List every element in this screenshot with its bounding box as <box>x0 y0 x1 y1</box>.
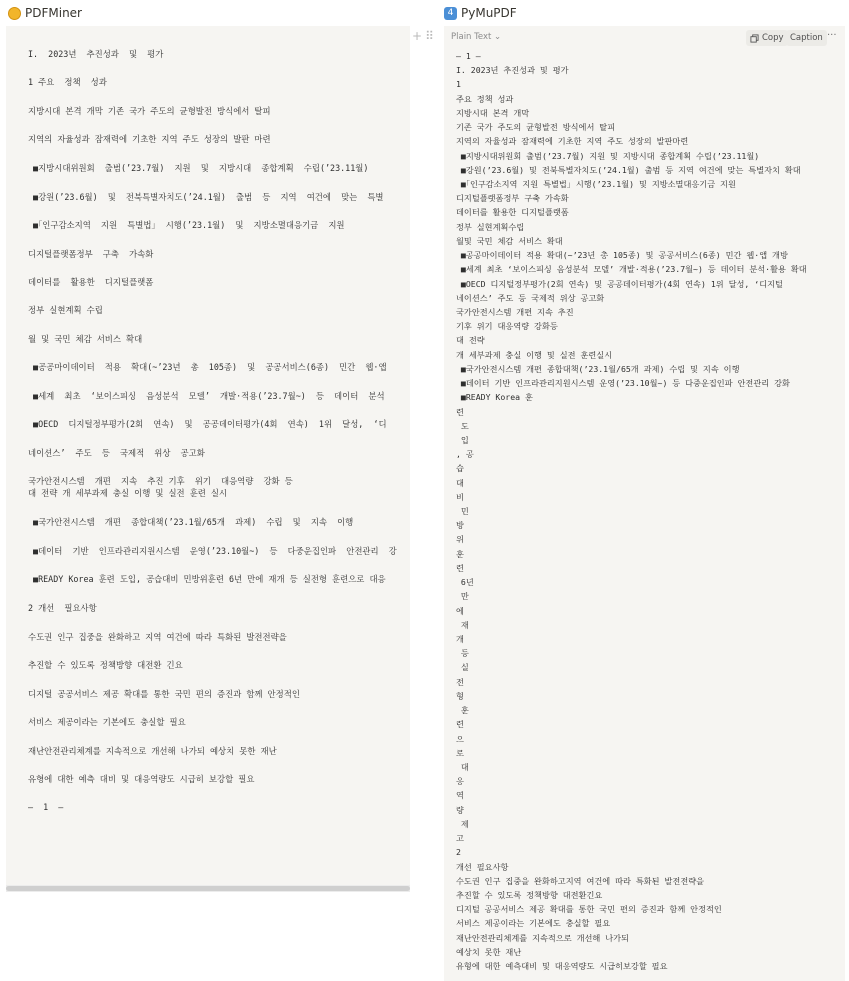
pdfminer-line: 1 주요 정책 성과 <box>28 77 107 87</box>
pymupdf-line: ■국가안전시스템 개편 종합대책(’23.1월/65개 과제) 수립 및 지속 이행 <box>456 363 740 374</box>
pymupdf-line: 서비스 제공이라는 기본에도 충실할 필요 <box>456 918 611 929</box>
pdfminer-line: ■데이터 기반 인프라관리지원시스템 운영(’23.10월~) 등 다중운집인파 안전관리 강 <box>28 546 397 556</box>
pdfminer-line: 수도권 인구 집중을 완화하고 지역 여건에 따라 특화된 발전전략을 <box>28 632 287 642</box>
pymupdf-heading <box>444 4 517 22</box>
pymupdf-line: 2 <box>456 847 461 858</box>
pdfminer-line: 서비스 제공이라는 기본에도 충실할 필요 <box>28 717 186 727</box>
pdfminer-line: 추진할 수 있도록 정책방향 대전환 긴요 <box>28 660 183 670</box>
pdfminer-line: ■READY Korea 훈련 도입, 공습대비 민방위훈련 6년 만에 재개 등 실전형 훈련으로 대응 <box>28 574 386 584</box>
keycap-4-emoji-icon: 4 <box>444 7 457 20</box>
pymupdf-line: 련 <box>456 406 464 417</box>
pymupdf-line: 지방시대 본격 개막 <box>456 107 530 118</box>
language-selector[interactable]: Plain Text ⌄ <box>451 32 502 42</box>
pymupdf-line: ■OECD 디지털정부평가(2회 연속) 및 공공데이터평가(4회 연속) 1위 달성, ‘디지털 <box>456 278 783 289</box>
pymupdf-line: ■지방시대위원회 출범(’23.7월) 지원 및 지방시대 종합계획 수립(’23.11월) <box>456 150 760 161</box>
pdfminer-line: 국가안전시스템 개편 지속 추진 기후 위기 대응역량 강화 등 <box>28 476 293 486</box>
pymupdf-line: 월및 국민 체감 서비스 확대 <box>456 235 563 246</box>
pymupdf-line: ■세계 최초 ‘보이스피싱 음성분석 모델’ 개발·적용(’23.7월~) 등 데이터 분석·활용 확대 <box>456 264 807 275</box>
pdfminer-line: – 1 – <box>28 802 64 812</box>
pymupdf-line: 위 <box>456 534 464 545</box>
pymupdf-line: 련 <box>456 562 464 573</box>
pymupdf-line: 비 <box>456 491 464 502</box>
pymupdf-line: 네이션스’ 주도 등 국제적 위상 공고화 <box>456 292 605 303</box>
pdfminer-line: 대 전략 개 세부과제 충실 이행 및 실전 훈련 실시 <box>28 488 228 498</box>
pdfminer-line: ■｢인구감소지역 지원 특별법｣ 시행(’23.1월) 및 지방소멸대응기금 지원 <box>28 220 345 230</box>
pymupdf-line: 디지털 공공서비스 제공 확대를 통한 국민 편의 증진과 함께 안정적인 <box>456 904 722 915</box>
copy-button[interactable] <box>746 30 788 46</box>
pymupdf-line: 개선 필요사항 <box>456 861 509 872</box>
pdfminer-line: ■세계 최초 ‘보이스피싱 음성분석 모델’ 개발·적용(’23.7월~) 등 데이터 분석 <box>28 391 385 401</box>
pymupdf-line: 주요 정책 성과 <box>456 93 514 104</box>
pdfminer-line: 재난안전관리체계를 지속적으로 개선해 나가되 예상치 못한 재난 <box>28 746 277 756</box>
pymupdf-line: 개 <box>456 634 464 645</box>
pymupdf-line: 기존 국가 주도의 균형발전 방식에서 탈피 <box>456 122 616 133</box>
pymupdf-line: 로 <box>456 747 464 758</box>
pymupdf-output-block[interactable] <box>444 26 845 981</box>
pymupdf-line: 등 <box>456 648 469 659</box>
pymupdf-line: 련 <box>456 719 464 730</box>
pdfminer-line: 디지털플랫폼정부 구축 가속화 <box>28 249 154 259</box>
pymupdf-line: 민 <box>456 506 469 517</box>
pdfminer-line: 정부 실현계획 수립 <box>28 305 103 315</box>
pymupdf-line: 에 <box>456 605 464 616</box>
pdfminer-line: ■국가안전시스템 개편 종합대책(’23.1월/65개 과제) 수립 및 지속 이행 <box>28 517 354 527</box>
pymupdf-line: 습 <box>456 463 464 474</box>
pdfminer-line: 2 개선 필요사항 <box>28 603 97 613</box>
pymupdf-line: ■강원(’23.6월) 및 전북특별자치도(’24.1월) 출범 등 지역 여건에 맞는 특별자치 확대 <box>456 164 801 175</box>
pymupdf-line: 훈 <box>456 705 469 716</box>
pymupdf-line: 지역의 자율성과 잠재력에 기초한 지역 주도 성장의 발판마련 <box>456 136 689 147</box>
pdfminer-line: 지역의 자율성과 잠재력에 기초한 지역 주도 성장의 발판 마련 <box>28 134 271 144</box>
pymupdf-line: 량 <box>456 804 464 815</box>
pymupdf-line: 재난안전관리체계를 지속적으로 개선해 나가되 <box>456 932 629 943</box>
pymupdf-line: 만 <box>456 591 469 602</box>
pdfminer-output-block[interactable] <box>6 26 410 892</box>
pymupdf-line: 역 <box>456 790 464 801</box>
pymupdf-line: 형 <box>456 690 464 701</box>
pdfminer-heading <box>8 4 82 22</box>
pdfminer-line: 유형에 대한 예측 대비 및 대응역량도 시급히 보강할 필요 <box>28 774 255 784</box>
pymupdf-line: 실 <box>456 662 469 673</box>
pdfminer-title: PDFMiner <box>25 6 82 20</box>
pymupdf-line: 전 <box>456 676 464 687</box>
pymupdf-line: 응 <box>456 776 464 787</box>
add-block-icon[interactable]: + <box>412 29 423 43</box>
pymupdf-line: I. 2023년 추진성과 및 평가 <box>456 65 569 76</box>
pymupdf-line: 대 <box>456 477 464 488</box>
block-tools <box>412 29 434 43</box>
pymupdf-line: 으 <box>456 733 464 744</box>
pymupdf-title: PyMuPDF <box>461 6 517 20</box>
pymupdf-line: 제 <box>456 818 469 829</box>
pymupdf-line: 재 <box>456 619 469 630</box>
pymupdf-line: 데이터를 활용한 디지털플랫폼 <box>456 207 569 218</box>
pymupdf-line: 국가안전시스템 개편 지속 추진 <box>456 306 574 317</box>
pymupdf-line: 수도권 인구 집중을 완화하고지역 여건에 따라 특화된 발전전략을 <box>456 875 705 886</box>
pymupdf-line: 기후 위기 대응역량 강화등 <box>456 321 558 332</box>
pdfminer-line: ■강원(’23.6월) 및 전북특별자치도(’24.1월) 출범 등 지역 여건에 맞는 특별 <box>28 192 384 202</box>
pymupdf-line: 훈 <box>456 548 464 559</box>
pymupdf-line: 고 <box>456 833 464 844</box>
pymupdf-line: 입 <box>456 434 469 445</box>
pymupdf-line: 디지털플랫폼정부 구축 가속화 <box>456 193 569 204</box>
pymupdf-line: ■｢인구감소지역 지원 특별법｣ 시행(’23.1월) 및 지방소멸대응기금 지원 <box>456 178 736 189</box>
pdfminer-line: 네이션스’ 주도 등 국제적 위상 공고화 <box>28 448 205 458</box>
pymupdf-line: 대 전략 <box>456 335 485 346</box>
pdfminer-line: 지방시대 본격 개막 기존 국가 주도의 균형발전 방식에서 탈피 <box>28 106 271 116</box>
pdfminer-line: I. 2023년 추진성과 및 평가 <box>28 49 164 59</box>
scrollbar-thumb[interactable] <box>6 886 410 891</box>
pdfminer-line: ■공공마이데이터 적용 확대(~’23년 총 105종) 및 공공서비스(6종) 민간 웹·앱 <box>28 362 387 372</box>
pymupdf-line: 6년 <box>456 577 474 588</box>
pymupdf-line: , 공 <box>456 449 474 460</box>
pdfminer-line: ■OECD 디지털정부평가(2회 연속) 및 공공데이터평가(4회 연속) 1위 달성, ‘디 <box>28 419 387 429</box>
pymupdf-line: ■데이터 기반 인프라관리지원시스템 운영(’23.10월~) 등 다중운집인파 안전관리 강화 <box>456 378 790 389</box>
pymupdf-line: – 1 – <box>456 51 481 61</box>
drag-handle-icon[interactable]: ⠿ <box>425 29 434 43</box>
pymupdf-line: 예상치 못한 재난 <box>456 946 522 957</box>
pdfminer-line: 월 및 국민 체감 서비스 확대 <box>28 334 143 344</box>
copy-label: Copy <box>762 33 784 43</box>
pymupdf-line: 개 세부과제 충실 이행 및 실전 훈련실시 <box>456 349 613 360</box>
pymupdf-line: 도 <box>456 420 469 431</box>
code-block-toolbar <box>444 26 845 50</box>
horizontal-scrollbar[interactable] <box>6 885 410 892</box>
pymupdf-line: 대 <box>456 762 469 772</box>
pymupdf-line: ■공공마이데이터 적용 확대(~’23년 총 105종) 및 공공서비스(6종) 민간 웹·앱 개방 <box>456 250 788 261</box>
coin-emoji-icon <box>8 7 21 20</box>
pymupdf-line: 유형에 대한 예측대비 및 대응역량도 시급히보강할 필요 <box>456 961 668 972</box>
pymupdf-line: ■READY Korea 훈 <box>456 392 533 403</box>
pymupdf-line: 정부 실현계획수립 <box>456 221 525 232</box>
pdfminer-line: ■지방시대위원회 출범(’23.7월) 지원 및 지방시대 종합계획 수립(’23.11월) <box>28 163 369 173</box>
copy-icon <box>750 34 759 43</box>
caption-button[interactable] <box>786 30 827 46</box>
more-options-icon[interactable]: ··· <box>827 30 837 41</box>
caption-label: Caption <box>790 33 823 43</box>
pdfminer-line: 데이터를 활용한 디지털플랫폼 <box>28 277 154 287</box>
pymupdf-line: 1 <box>456 79 461 90</box>
pymupdf-line: 추진할 수 있도록 정책방향 대전환긴요 <box>456 889 603 900</box>
pdfminer-line: 디지털 공공서비스 제공 확대를 통한 국민 편의 증진과 함께 안정적인 <box>28 689 300 699</box>
pymupdf-line: 방 <box>456 520 464 531</box>
